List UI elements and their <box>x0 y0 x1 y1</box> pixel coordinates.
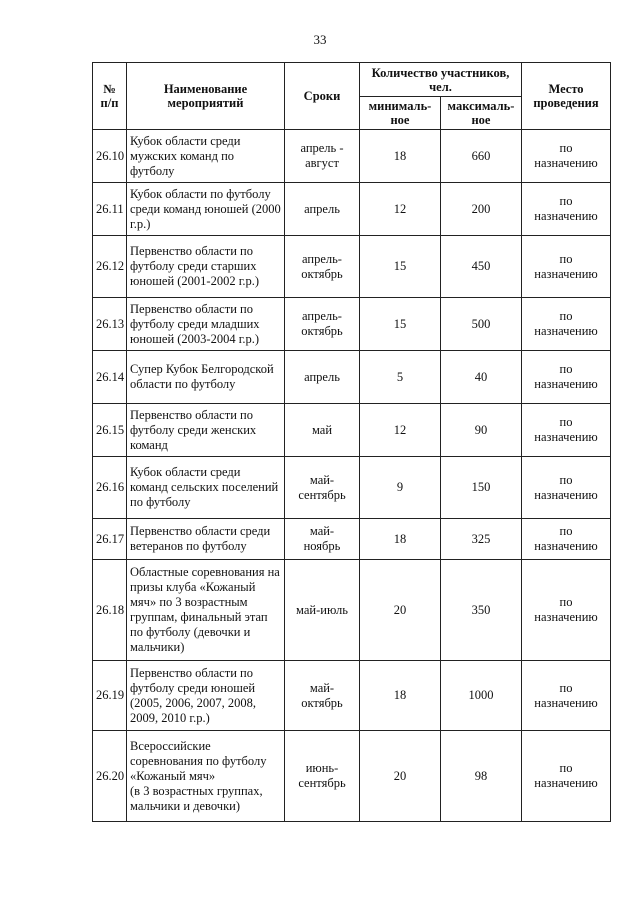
participants-max: 660 <box>441 130 522 183</box>
table-row <box>93 560 611 661</box>
header-min: минималь- ное <box>360 97 441 130</box>
event-dates: май- сентябрь <box>285 457 360 519</box>
event-place: по назначению <box>522 731 611 822</box>
event-place: по назначению <box>522 661 611 731</box>
row-number: 26.15 <box>93 404 127 457</box>
event-name: Первенство области по футболу среди юношей (2005, 2006, 2007, 2008, 2009, 2010 г.р.) <box>127 661 285 731</box>
row-number: 26.12 <box>93 236 127 298</box>
participants-max: 325 <box>441 519 522 560</box>
event-dates: апрель <box>285 183 360 236</box>
participants-min: 18 <box>360 519 441 560</box>
event-name: Первенство области по футболу среди младших юношей (2003-2004 г.р.) <box>127 298 285 351</box>
event-place: по назначению <box>522 519 611 560</box>
event-name: Кубок области по футболу среди команд юношей (2000 г.р.) <box>127 183 285 236</box>
event-dates: май-июль <box>285 560 360 661</box>
table-row <box>93 457 611 519</box>
table-row <box>93 298 611 351</box>
header-number: № п/п <box>93 63 127 130</box>
event-place: по назначению <box>522 298 611 351</box>
header-max: максималь- ное <box>441 97 522 130</box>
header-name: Наименование мероприятий <box>127 63 285 130</box>
event-name: Кубок области среди мужских команд по футболу <box>127 130 285 183</box>
event-name: Первенство области по футболу среди старших юношей (2001-2002 г.р.) <box>127 236 285 298</box>
table-row <box>93 404 611 457</box>
event-place: по назначению <box>522 404 611 457</box>
event-dates: май- ноябрь <box>285 519 360 560</box>
table-row <box>93 519 611 560</box>
page-number: 33 <box>313 32 327 47</box>
event-dates: май- октябрь <box>285 661 360 731</box>
participants-max: 150 <box>441 457 522 519</box>
event-dates: апрель- октябрь <box>285 298 360 351</box>
event-dates: июнь- сентябрь <box>285 731 360 822</box>
event-dates: апрель - август <box>285 130 360 183</box>
table-row <box>93 183 611 236</box>
table-row <box>93 731 611 822</box>
event-dates: апрель- октябрь <box>285 236 360 298</box>
participants-min: 15 <box>360 298 441 351</box>
participants-min: 20 <box>360 731 441 822</box>
participants-max: 500 <box>441 298 522 351</box>
event-name: Кубок области среди команд сельских поселений по футболу <box>127 457 285 519</box>
table-row <box>93 351 611 404</box>
row-number: 26.19 <box>93 661 127 731</box>
event-name: Первенство области среди ветеранов по футболу <box>127 519 285 560</box>
event-place: по назначению <box>522 457 611 519</box>
row-number: 26.10 <box>93 130 127 183</box>
event-place: по назначению <box>522 351 611 404</box>
participants-max: 1000 <box>441 661 522 731</box>
event-name: Областные соревнования на призы клуба «Кожаный мяч» по 3 возрастным группам, финальный этап по футболу (девочки и мальчики) <box>127 560 285 661</box>
event-dates: май <box>285 404 360 457</box>
participants-max: 90 <box>441 404 522 457</box>
event-place: по назначению <box>522 183 611 236</box>
participants-max: 40 <box>441 351 522 404</box>
participants-min: 9 <box>360 457 441 519</box>
participants-min: 18 <box>360 661 441 731</box>
row-number: 26.20 <box>93 731 127 822</box>
table-body <box>93 130 611 822</box>
event-place: по назначению <box>522 236 611 298</box>
table-row <box>93 236 611 298</box>
participants-max: 200 <box>441 183 522 236</box>
participants-min: 15 <box>360 236 441 298</box>
row-number: 26.11 <box>93 183 127 236</box>
event-name: Всероссийские соревнования по футболу «Кожаный мяч» (в 3 возрастных группах, мальчики и девочки) <box>127 731 285 822</box>
row-number: 26.14 <box>93 351 127 404</box>
header-place: Место проведения <box>522 63 611 130</box>
event-place: по назначению <box>522 130 611 183</box>
participants-max: 98 <box>441 731 522 822</box>
row-number: 26.17 <box>93 519 127 560</box>
row-number: 26.16 <box>93 457 127 519</box>
event-name: Первенство области по футболу среди женских команд <box>127 404 285 457</box>
participants-min: 20 <box>360 560 441 661</box>
row-number: 26.18 <box>93 560 127 661</box>
participants-min: 18 <box>360 130 441 183</box>
participants-max: 350 <box>441 560 522 661</box>
table-row <box>93 130 611 183</box>
header-participants: Количество участников, чел. <box>360 63 522 97</box>
participants-min: 12 <box>360 404 441 457</box>
participants-min: 12 <box>360 183 441 236</box>
event-name: Супер Кубок Белгородской области по футболу <box>127 351 285 404</box>
participants-min: 5 <box>360 351 441 404</box>
events-table <box>92 62 611 822</box>
participants-max: 450 <box>441 236 522 298</box>
row-number: 26.13 <box>93 298 127 351</box>
table-row <box>93 661 611 731</box>
event-place: по назначению <box>522 560 611 661</box>
header-dates: Сроки <box>285 63 360 130</box>
event-dates: апрель <box>285 351 360 404</box>
